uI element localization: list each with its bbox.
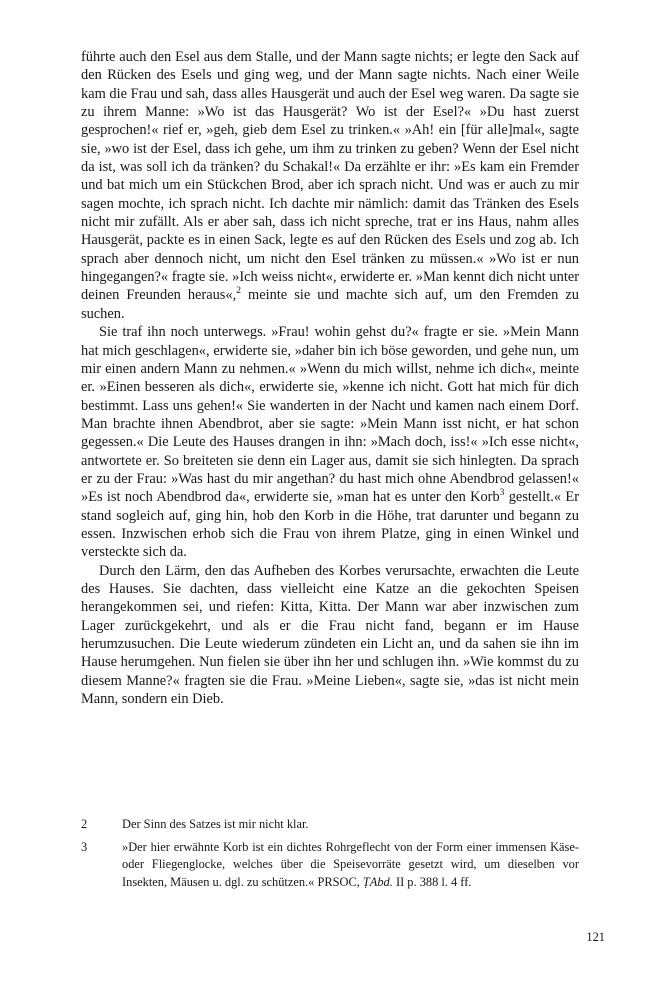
paragraph-2-text: Sie traf ihn noch unterwegs. »Frau! wohin gehst du?« fragte er sie. »Mein Mann hat mich geschlagen«, erwiderte sie, »daher bin ich böse geworden, und gehe nun, um mir einen andern Mann zu nehmen.« »Wenn du mich willst, nehme ich dich«, meinte er. »Einen besseren als dich«, erwiderte sie, »kenne ich nicht. Gott hat mich für dich bestimmt. Lass uns gehen!« Sie wanderten in der Nacht und kamen nach einem Dorf. Man brachte ihnen Abendbrot, aber sie sagte: »Mein Mann isst nicht, er hat schon gegessen.« Die Leute des Hauses drangen in ihn: »Mach doch, iss!« »Ich esse nicht«, antwortete er. So breiteten sie denn ein Lager aus, damit sie sich hinlegten. Da sprach er zu der Frau: »Was hast du mir angethan? du hast mich ohne Abendbrod gelassen!« »Es ist noch Abendbrod da«, erwiderte sie, »man hat es unter den Korb [81,324,579,506]
body-text-block [81,48,579,708]
footnote-ref-3[interactable]: 3 [499,488,505,499]
footnote-text-part-1: »Der hier erwähnte Korb ist ein dichtes Rohrgeflecht von der Form einer immensen Käse- oder Fliegenglocke, welches über die Speisevorräte gesetzt wird, um dieselben vor Insekten, Mäusen u. dgl. zu schützen.« PRSOC, [122,839,579,889]
footnote-number: 3 [81,839,88,854]
paragraph-3 [81,562,579,709]
footnote-citation-title: ṬAbd. [362,874,393,889]
paragraph-2-tail: gestellt.« Er stand sogleich auf, ging hin, hob den Korb in die Höhe, trat darunter und begann zu essen. Inzwischen erhob sich die Frau von ihrem Platze, ging in einen Winkel und versteckte sich da. [81,489,579,561]
footnotes-section [81,816,579,896]
footnote-ref-2[interactable]: 2 [236,286,241,297]
paragraph-2 [81,323,579,561]
footnote-text-part-2: II p. 388 l. 4 ff. [392,874,472,889]
footnote-item [81,839,579,892]
paragraph-1-tail: meinte sie und machte sich auf, um den Fremden zu suchen. [81,287,579,322]
footnote-number: 2 [81,817,88,831]
footnote-text [122,839,579,892]
paragraph-3-text: Durch den Lärm, den das Aufheben des Korbes verursachte, erwachten die Leute des Hauses. Sie dachten, dass vielleicht eine Katze an die gekochten Speisen herangekommen sei, und riefen: Kitta, Kitta. Der Mann war aber inzwischen zum Lager zurückgekehrt, und als er die Frau nicht fand, begann er im Hause herumzusuchen. Die Leute wiederum zündeten ein Licht an, und da sahen sie ihn im Hause herumgehen. Nun fielen sie über ihn her und schlugen ihn. »Wie kommst du zu diesem Manne?« fragten sie die Frau. »Meine Lieben«, sagte sie, »das ist nicht mein Mann, sondern ein Dieb. [81,562,579,708]
paragraph-1-text: führte auch den Esel aus dem Stalle, und der Mann sagte nichts; er legte den Sack auf den Rücken des Esels und ging weg, und der Mann sagte nichts. Nach einer Weile kam die Frau und sah, dass alles Hausgerät und auch der Esel weg waren. Da sagte sie zu ihrem Manne: »Wo ist das Hausgerät? Wo ist der Esel?« »Du hast zuerst gesprochen!« rief er, »geh, gieb dem Esel zu trinken.« »Ah! ein [für alle]mal«, sagte sie, »wo ist der Esel, dass ich gehe, um ihm zu trinken zu geben? Wenn der Esel nicht da ist, was soll ich da tränken? du Schakal!« Da erzählte er ihr: »Es kam ein Fremder und bat mich um ein Stückchen Brod, aber ich sprach nicht. Und was er auch zu mir sagen mochte, ich sprach nicht. Ich dachte mir nämlich: damit das Tränken des Esels nicht mir zufällt. Als er aber sah, dass ich nicht spreche, trat er ins Haus, nahm alles Hausgerät, packte es in einen Sack, legte es auf den Rücken des Esels und zog ab. Ich sprach aber dennoch nicht, um nicht den Esel tränken zu müssen.« »Wo ist er nun hingegangen?« fragte sie. »Ich weiss nicht«, erwiderte er. »Man kennt dich nicht unter deinen Freunden heraus«, [81,49,579,304]
footnote-item [81,816,579,834]
page-number: 121 [586,930,605,944]
footnote-text: Der Sinn des Satzes ist mir nicht klar. [122,817,309,831]
paragraph-1 [81,48,579,323]
